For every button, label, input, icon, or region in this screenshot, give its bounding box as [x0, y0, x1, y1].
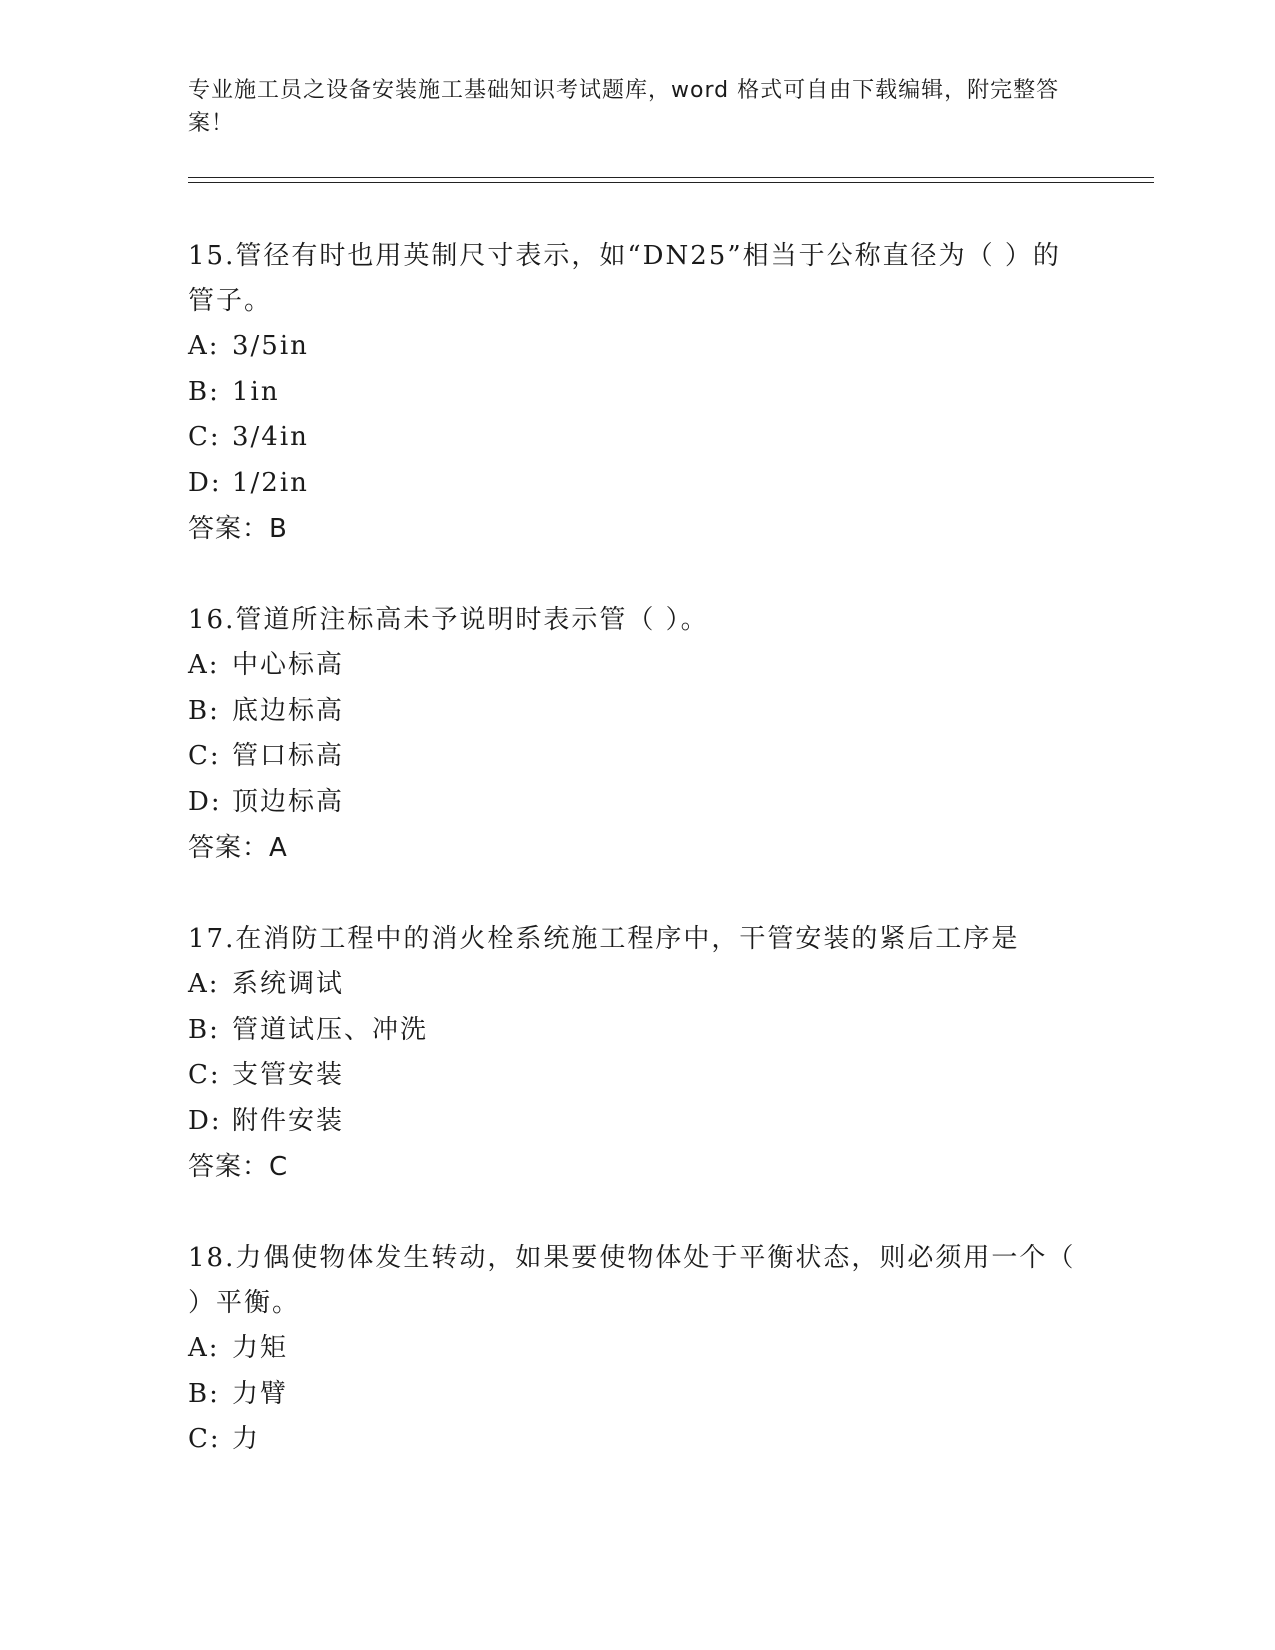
document-header: 专业施工员之设备安装施工基础知识考试题库，word 格式可自由下载编辑，附完整答案！ [188, 78, 1060, 136]
option-key: B: [188, 1378, 220, 1409]
option-key: D: [188, 1105, 222, 1136]
question-stem: 18.力偶使物体发生转动，如果要使物体处于平衡状态，则必须用一个（ ）平衡。 [188, 1243, 1076, 1318]
option-text: 支管安装 [232, 1060, 345, 1090]
option-key: C: [188, 741, 221, 771]
option-d [188, 780, 1088, 826]
answer-line: 答案：B [188, 514, 288, 544]
option-text: 底边标高 [232, 695, 345, 726]
option-key: A: [188, 1333, 220, 1363]
option-key: C: [188, 1060, 221, 1090]
option-b [188, 370, 1088, 416]
option-a [188, 962, 1088, 1008]
header-rule-top [188, 177, 1154, 178]
question-list [188, 234, 1088, 1509]
option-key: D: [188, 786, 222, 817]
answer-line: 答案：A [188, 833, 288, 863]
question-stem: 16.管道所注标高未予说明时表示管（ ）。 [188, 605, 709, 635]
option-key: B: [188, 376, 220, 407]
option-d [188, 461, 1088, 507]
question-15 [188, 234, 1088, 552]
option-text: 1in [232, 376, 280, 407]
option-text: 力 [232, 1424, 261, 1454]
option-a [188, 643, 1088, 689]
option-key: D: [188, 467, 222, 498]
option-c [188, 1417, 1088, 1463]
option-key: A: [188, 331, 220, 361]
option-a [188, 1326, 1088, 1372]
question-18 [188, 1236, 1088, 1463]
option-text: 顶边标高 [232, 786, 345, 817]
option-c [188, 734, 1088, 780]
option-a [188, 324, 1088, 370]
header-rule-bottom [188, 182, 1154, 183]
option-key: C: [188, 1424, 221, 1454]
option-b [188, 689, 1088, 735]
question-stem: 15.管径有时也用英制尺寸表示，如“DN25”相当于公称直径为（ ）的管子。 [188, 241, 1061, 316]
option-text: 力矩 [232, 1333, 289, 1363]
option-d [188, 1099, 1088, 1145]
option-text: 附件安装 [232, 1105, 345, 1136]
option-b [188, 1372, 1088, 1418]
option-text: 1/2in [232, 467, 309, 498]
option-key: C: [188, 422, 221, 452]
option-key: A: [188, 969, 220, 999]
option-text: 中心标高 [232, 650, 345, 680]
option-key: B: [188, 1014, 220, 1045]
option-text: 管道试压、冲洗 [232, 1014, 429, 1045]
option-text: 3/4in [232, 422, 309, 452]
option-text: 力臂 [232, 1378, 289, 1409]
question-stem: 17.在消防工程中的消火栓系统施工程序中，干管安装的紧后工序是 [188, 924, 1020, 954]
answer-line: 答案：C [188, 1152, 289, 1182]
option-text: 系统调试 [232, 969, 345, 999]
question-17 [188, 917, 1088, 1190]
option-key: A: [188, 650, 220, 680]
option-c [188, 415, 1088, 461]
option-c [188, 1053, 1088, 1099]
option-b [188, 1008, 1088, 1054]
option-text: 3/5in [232, 331, 309, 361]
option-text: 管口标高 [232, 741, 345, 771]
option-key: B: [188, 695, 220, 726]
question-16 [188, 598, 1088, 871]
